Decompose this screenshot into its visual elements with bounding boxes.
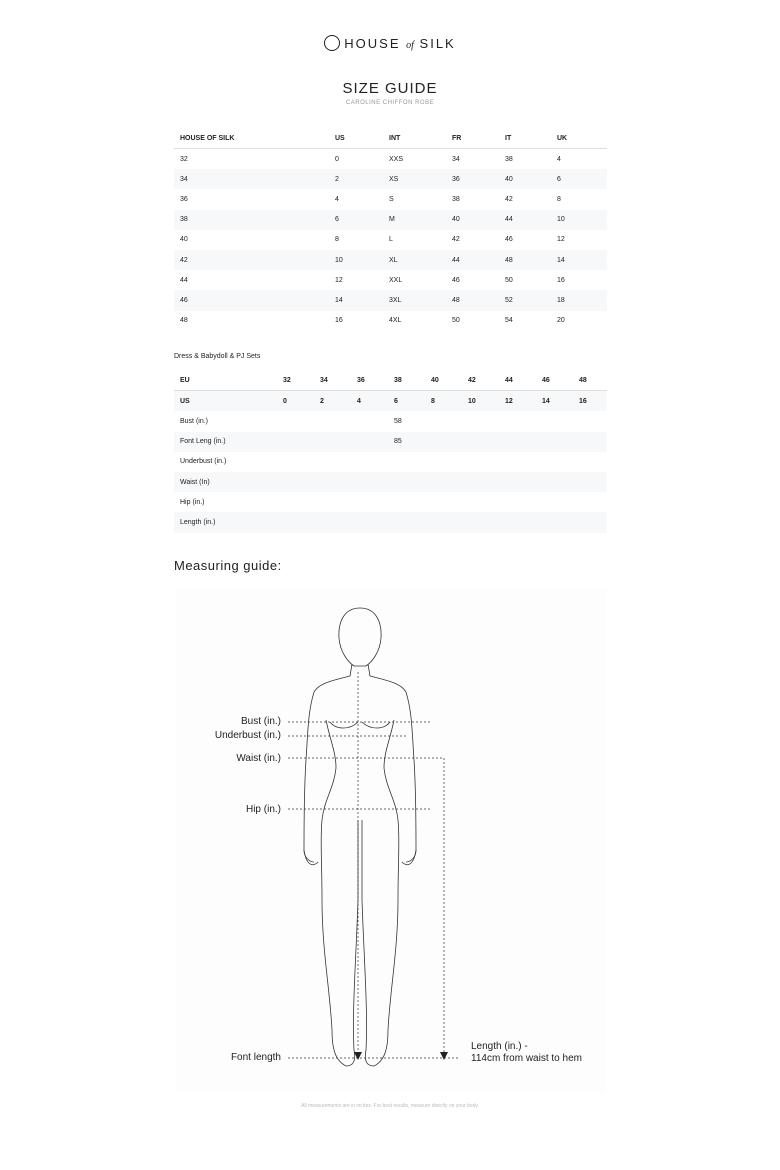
table-cell: 3XL xyxy=(383,290,446,310)
table-cell: 44 xyxy=(446,250,499,270)
figure-hands xyxy=(304,850,416,865)
us-row-cell: 4 xyxy=(351,391,388,412)
page-title: SIZE GUIDE xyxy=(342,80,438,97)
table-cell: 6 xyxy=(329,210,383,230)
table-cell: 46 xyxy=(505,236,513,244)
table-cell: 42 xyxy=(174,250,329,270)
table-cell: XXL xyxy=(389,276,403,284)
us-row-cell: 10 xyxy=(462,391,499,412)
table-cell: 50 xyxy=(452,317,460,325)
eu-row-cell: 38 xyxy=(388,370,425,391)
figure-waist-right xyxy=(384,720,399,900)
label-bust: Bust (in.) xyxy=(240,716,281,727)
table-cell: 20 xyxy=(557,317,565,325)
table-cell: S xyxy=(389,195,394,203)
header-fr: FR xyxy=(446,128,499,149)
label-length-line1: Length (in.) - xyxy=(471,1041,528,1052)
eu-row-label: EU xyxy=(174,370,277,391)
length-arrow-icon xyxy=(440,1052,448,1060)
us-row-cell: 2 xyxy=(314,391,351,412)
table-cell: 14 xyxy=(329,290,383,310)
figure-head xyxy=(339,608,381,666)
eu-row-cell: 44 xyxy=(499,370,536,391)
table-cell: 4XL xyxy=(389,317,402,325)
us-row-cell: 6 xyxy=(388,391,425,412)
eu-row-cell: 36 xyxy=(351,370,388,391)
table-cell: 34 xyxy=(174,169,329,189)
table-cell: 48 xyxy=(446,290,499,310)
table-cell: 38 xyxy=(505,155,513,163)
measurement-label: Hip (in.) xyxy=(180,498,205,506)
us-row-cell: 14 xyxy=(536,391,573,412)
table-cell: 18 xyxy=(551,290,607,310)
table-cell: 32 xyxy=(180,155,188,163)
table-cell: 10 xyxy=(551,210,607,230)
table-cell: 40 xyxy=(180,236,188,244)
figure-torso-left xyxy=(304,676,350,862)
table-cell: 48 xyxy=(180,317,188,325)
measurement-label: Bust (in.) xyxy=(180,417,209,425)
figure-leg-right xyxy=(362,820,398,1066)
table-cell: M xyxy=(383,210,446,230)
label-underbust: Underbust (in.) xyxy=(214,730,281,741)
figure-waist-left xyxy=(321,720,336,900)
table-cell: 50 xyxy=(505,276,513,284)
table-cell: 36 xyxy=(446,169,499,189)
table-cell: 16 xyxy=(335,317,343,325)
us-row-cell: 16 xyxy=(573,391,607,412)
eu-row-cell: 34 xyxy=(314,370,351,391)
table-cell: 14 xyxy=(551,250,607,270)
table-cell: 12 xyxy=(557,236,565,244)
header-house-of-silk: HOUSE OF SILK xyxy=(174,128,329,149)
product-subtitle: CAROLINE CHIFFON ROBE xyxy=(345,100,435,106)
us-row-cell: 8 xyxy=(425,391,462,412)
figure-bust xyxy=(330,722,390,728)
table-cell: 2 xyxy=(329,169,383,189)
table-cell: 6 xyxy=(551,169,607,189)
table-cell: 8 xyxy=(335,236,339,244)
us-row-label: US xyxy=(174,391,277,412)
measurement-label: Font Leng (in.) xyxy=(174,432,277,452)
table-cell: 46 xyxy=(174,290,329,310)
table-cell: 40 xyxy=(446,210,499,230)
logo-text-house: HOUSE xyxy=(344,36,401,51)
table-cell: XXS xyxy=(389,155,404,163)
table-cell: 12 xyxy=(335,276,343,284)
label-hip: Hip (in.) xyxy=(245,804,281,815)
eu-row-cell: 42 xyxy=(462,370,499,391)
table-cell: L xyxy=(389,236,393,244)
table-cell: 38 xyxy=(452,195,460,203)
table-cell: 52 xyxy=(499,290,551,310)
table-cell: 85 xyxy=(388,432,425,452)
table-cell: 0 xyxy=(335,155,339,163)
label-font-length: Font length xyxy=(230,1052,281,1063)
eu-row-cell: 48 xyxy=(573,370,607,391)
us-row-cell: 12 xyxy=(499,391,536,412)
table-cell: 34 xyxy=(452,155,460,163)
footer-note: All measurements are in inches. For best results, measure directly on your body. xyxy=(301,1103,479,1109)
figure-torso-right xyxy=(370,676,416,862)
table-cell: 8 xyxy=(557,195,561,203)
table-cell: 16 xyxy=(557,276,565,284)
measuring-guide-heading: Measuring guide: xyxy=(174,558,282,573)
table-cell: 44 xyxy=(499,210,551,230)
table-cell: 4 xyxy=(557,155,561,163)
figure-leg-left xyxy=(322,820,358,1066)
table-cell: 46 xyxy=(452,276,460,284)
table-cell: 40 xyxy=(499,169,551,189)
table-cell: 4 xyxy=(335,195,339,203)
table-cell: 58 xyxy=(394,417,402,425)
header-uk: UK xyxy=(551,128,607,149)
table-cell: 48 xyxy=(499,250,551,270)
header-us: US xyxy=(329,128,383,149)
table-cell: 42 xyxy=(505,195,513,203)
eu-row-cell: 40 xyxy=(425,370,462,391)
measurement-label: Waist (In) xyxy=(174,472,277,492)
header-it: IT xyxy=(499,128,551,149)
table-cell: 44 xyxy=(180,276,188,284)
label-waist: Waist (in.) xyxy=(236,753,281,764)
logo-text-of: of xyxy=(406,40,414,51)
label-length-line2: 114cm from waist to hem xyxy=(471,1053,582,1064)
font-length-arrow-icon xyxy=(354,1052,362,1060)
table-cell: 10 xyxy=(329,250,383,270)
table-cell: 42 xyxy=(452,236,460,244)
us-row-cell: 0 xyxy=(277,391,314,412)
logo-text-silk: SILK xyxy=(419,36,456,51)
table-cell: XS xyxy=(383,169,446,189)
table-cell: 36 xyxy=(180,195,188,203)
eu-row-cell: 32 xyxy=(277,370,314,391)
measurement-label: Underbust (in.) xyxy=(180,458,227,466)
measure-table-label: Dress & Babydoll & PJ Sets xyxy=(174,353,261,360)
table-cell: 54 xyxy=(505,317,513,325)
table-cell: 38 xyxy=(174,210,329,230)
table-cell: XL xyxy=(383,250,446,270)
header-int: INT xyxy=(383,128,446,149)
measurement-label: Length (in.) xyxy=(174,512,277,532)
eu-row-cell: 46 xyxy=(536,370,573,391)
